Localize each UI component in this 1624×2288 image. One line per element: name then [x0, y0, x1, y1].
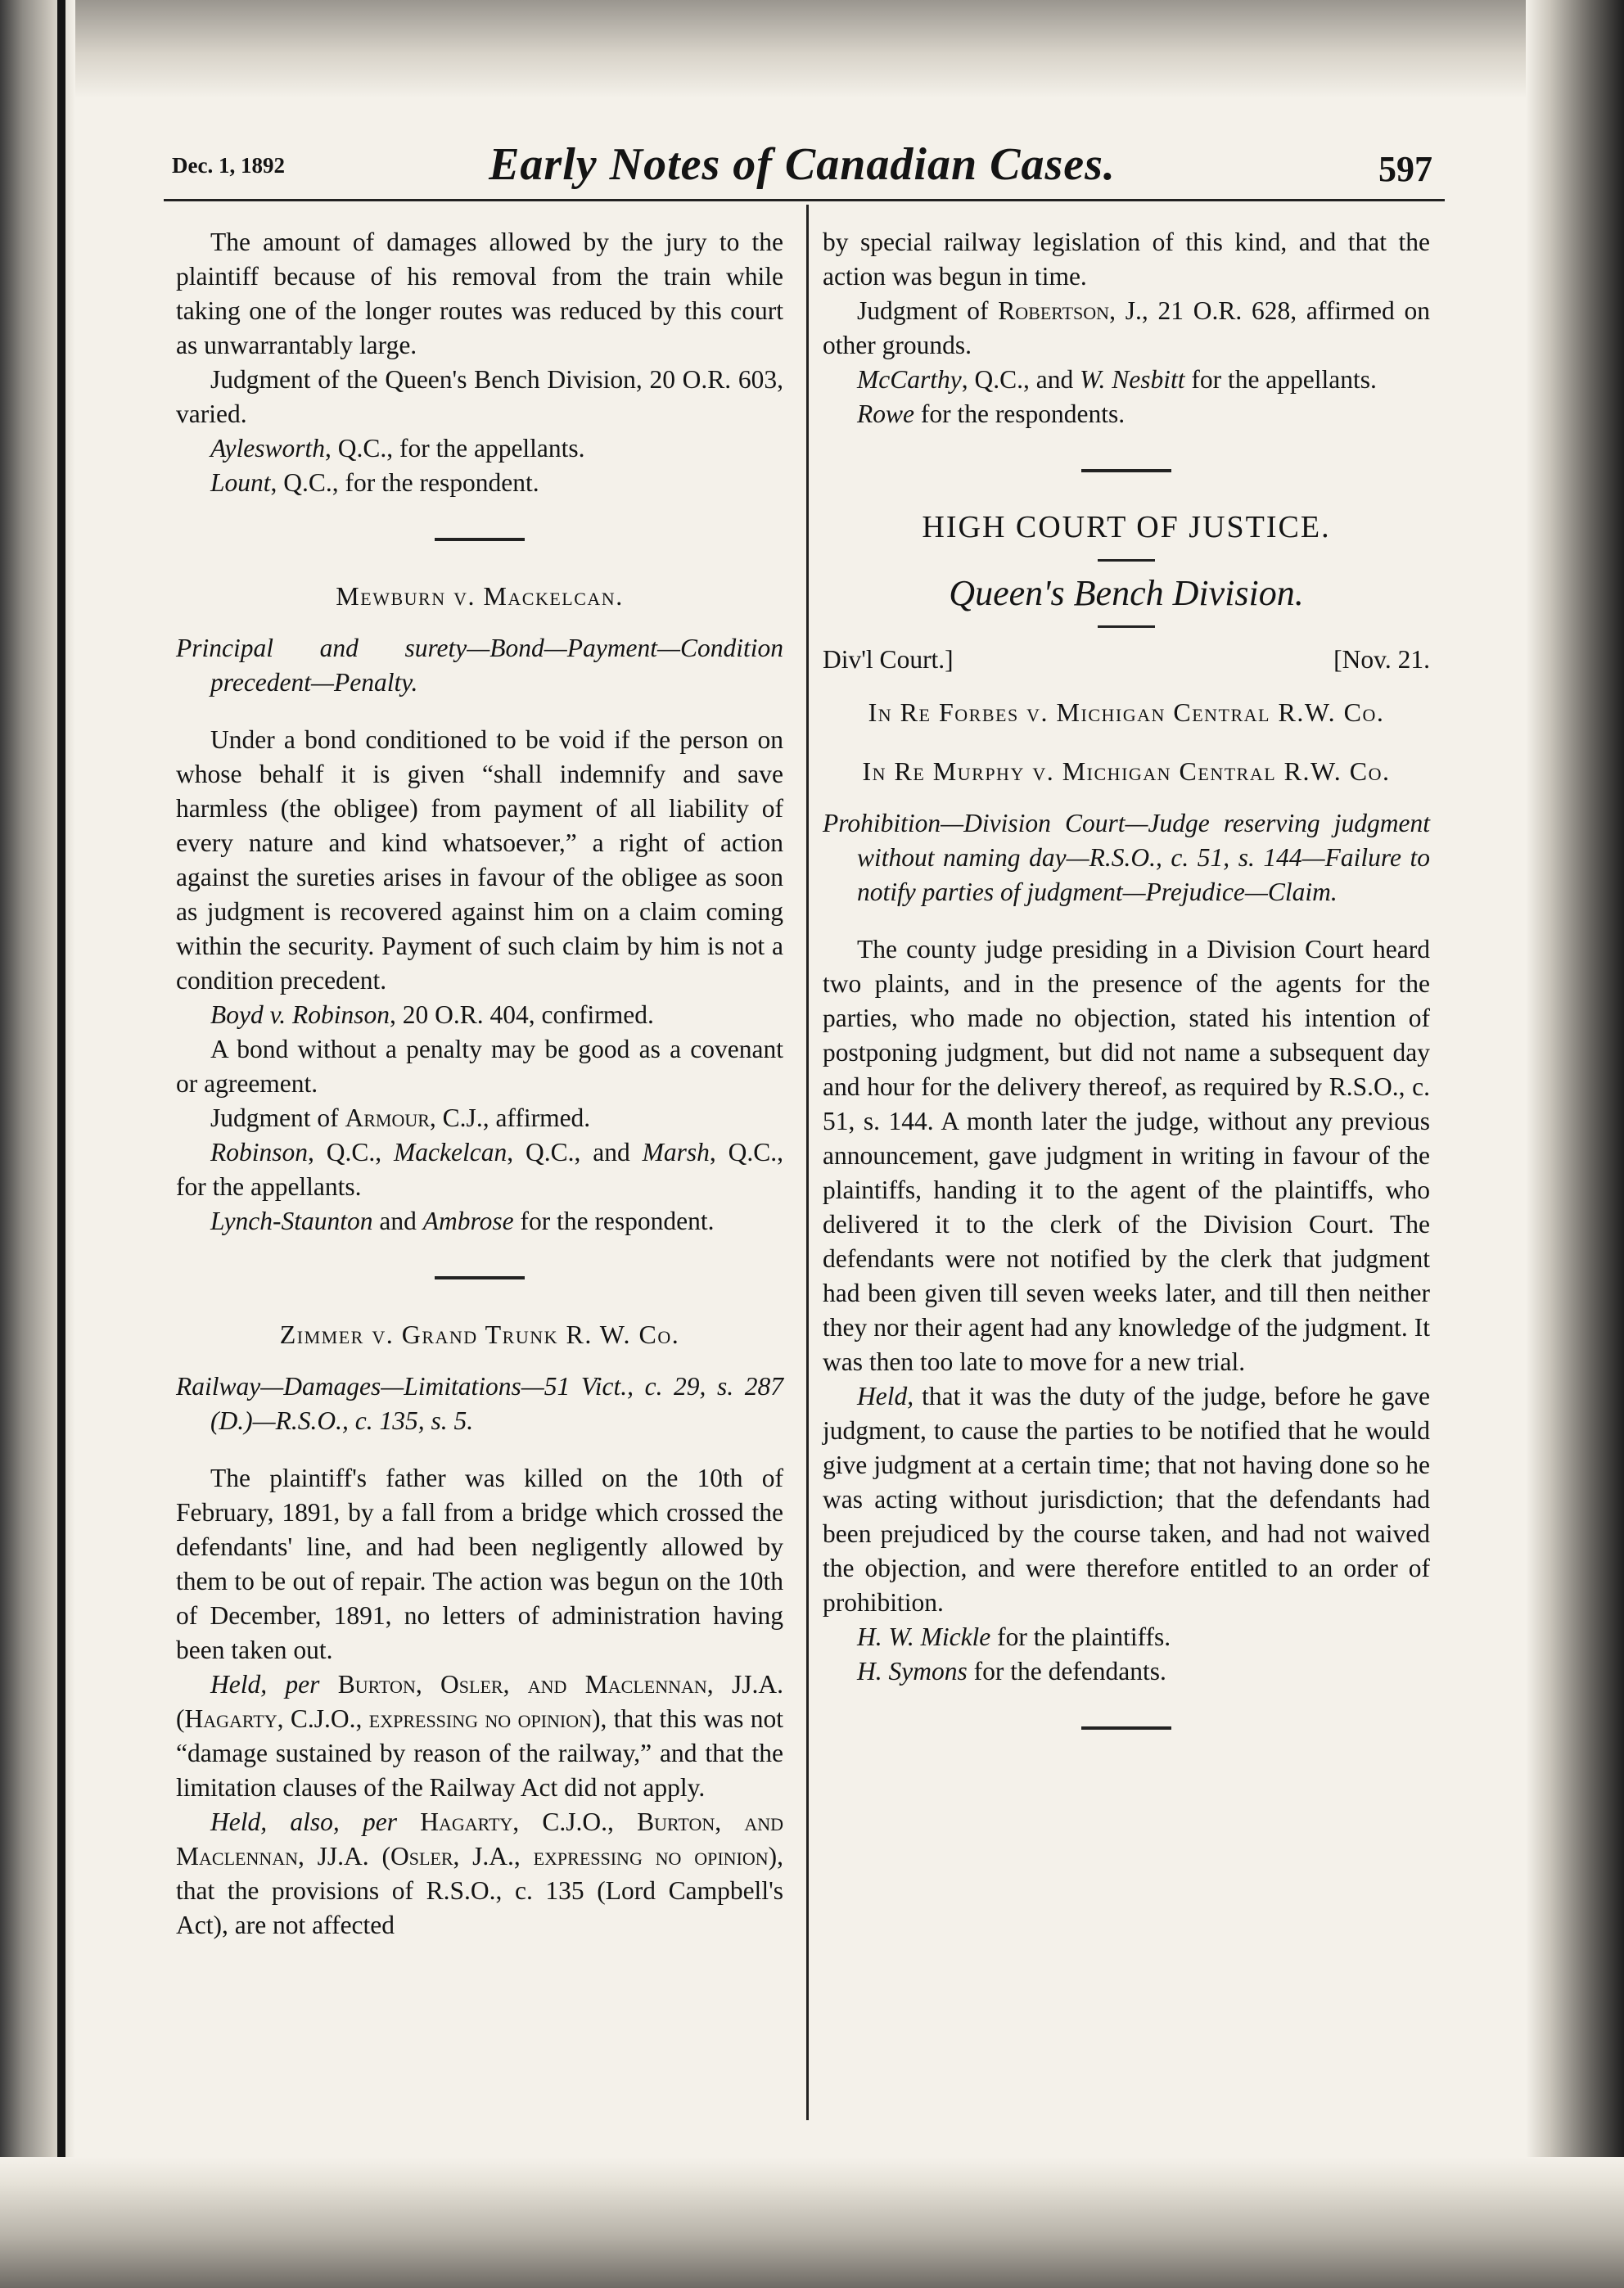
body-paragraph: The plaintiff's father was killed on the 10th of February, 1891, by a fall from a bridge which crossed the defendants' line, and had been negligently allowed by them to be out of repair. The action was begun on the 10th of December, 1891, no letters of administration having been taken out.	[176, 1464, 783, 1664]
case-headnote: Prohibition—Division Court—Judge reserving judgment without naming day—R.S.O., c. 51, s. 144—Failure to notify parties of judgment—Prejudice—Claim.	[823, 809, 1430, 906]
body-paragraph: Under a bond conditioned to be void if the person on whose behalf it is given “shall indemnify and save harmless (the obligee) from payment of all liability of every nature and kind whatsoever,” a right of action against the sureties arises in favour of the obligee as soon as judgment is recovered against him on a claim coming within the security. Payment of such claim by him is not a condition precedent.	[176, 725, 783, 995]
case-title: In Re Murphy v. Michigan Central R.W. Co.	[862, 756, 1391, 786]
scan-shadow-left	[0, 0, 75, 2288]
case-headnote: Principal and surety—Bond—Payment—Condition precedent—Penalty.	[176, 634, 783, 697]
decision-date: [Nov. 21.	[1333, 645, 1430, 674]
case-title: Mewburn v. Mackelcan.	[336, 581, 624, 611]
court-heading: HIGH COURT OF JUSTICE.	[922, 510, 1331, 544]
counsel-line: Rowe for the respondents.	[857, 399, 1126, 428]
section-separator	[435, 538, 525, 541]
counsel-line: H. Symons for the defendants.	[857, 1657, 1166, 1686]
body-paragraph: The amount of damages allowed by the jury to the plaintiff because of his removal from the train while taking one of the longer routes was reduced by this court as unwarrantably large.	[176, 228, 783, 359]
body-paragraph: Held, also, per Hagarty, C.J.O., Burton, and Maclennan, JJ.A. (Osler, J.A., expressing no opinion), that the provisions of R.S.O., c. 135 (Lord Campbell's Act), are not affected	[176, 1807, 784, 1939]
counsel-line: Lount, Q.C., for the respondent.	[210, 468, 539, 497]
judge-name: Robertson	[998, 296, 1110, 325]
body-paragraph: Judgment of the Queen's Bench Division, 20 O.R. 603, varied.	[176, 365, 783, 428]
page-number: 597	[1378, 149, 1432, 189]
page-header	[172, 135, 1432, 201]
heading-rule	[1098, 559, 1155, 562]
scan-shadow-right	[1526, 0, 1624, 2288]
counsel-line: Lynch-Staunton and Ambrose for the respondent.	[210, 1207, 715, 1235]
right-column	[823, 225, 1430, 1767]
heading-rule	[1098, 625, 1155, 628]
body-paragraph: A bond without a penalty may be good as a covenant or agreement.	[176, 1035, 783, 1098]
court-date-line	[823, 643, 1430, 677]
counsel-name: Aylesworth	[210, 434, 325, 463]
counsel-name: Lount	[210, 468, 271, 497]
scan-shadow-top	[0, 0, 1624, 98]
body-paragraph: Held, per Burton, Osler, and Maclennan, JJ.A. (Hagarty, C.J.O., expressing no opinion), that this was not “damage sustained by reason of the railway,” and that the limitation clauses of the Railway Act did not apply.	[176, 1670, 783, 1802]
division-heading: Queen's Bench Division.	[949, 573, 1304, 613]
case-title: Zimmer v. Grand Trunk R. W. Co.	[279, 1320, 680, 1349]
counsel-line: Robinson, Q.C., Mackelcan, Q.C., and Marsh, Q.C., for the appellants.	[176, 1138, 783, 1201]
body-paragraph: by special railway legislation of this kind, and that the action was begun in time.	[823, 228, 1430, 291]
body-paragraph: Judgment of Robertson, J., 21 O.R. 628, affirmed on other grounds.	[823, 296, 1430, 359]
header-date: Dec. 1, 1892	[172, 153, 285, 178]
body-paragraph: Judgment of Armour, C.J., affirmed.	[210, 1103, 591, 1132]
court-name: Div'l Court.]	[823, 645, 954, 674]
judge-name: Armour	[345, 1103, 430, 1132]
body-paragraph: Held, that it was the duty of the judge, before he gave judgment, to cause the parties to be notified that he would give judgment at a certain time; that not having done so he was acting without jurisdiction; that the defendants had been prejudiced by the course taken, and had not waived the objection, and were therefore entitled to an order of prohibition.	[823, 1382, 1430, 1617]
body-paragraph: Boyd v. Robinson, 20 O.R. 404, confirmed.	[210, 1000, 654, 1029]
case-headnote: Railway—Damages—Limitations—51 Vict., c. 29, s. 287 (D.)—R.S.O., c. 135, s. 5.	[176, 1372, 783, 1435]
judge-names: Hagarty, C.J.O., Burton, and Maclennan, JJ.A. (Osler, J.A., expressing no opinion),	[176, 1807, 784, 1871]
left-column	[176, 225, 783, 1943]
section-separator	[435, 1276, 525, 1279]
header-rule	[164, 199, 1445, 201]
body-paragraph: The county judge presiding in a Division Court heard two plaints, and in the presence of the agents for the parties, who made no objection, stated his intention of postponing judgment, but did not name a subsequent day and hour for the delivery thereof, as required by R.S.O., c. 51, s. 144. A month later the judge, without any previous announcement, gave judgment in writing in favour of the plaintiffs, handing it to the agent of the plaintiffs, who delivered it to the clerk of the Division Court. The defendants were not notified by the clerk that judgment had been given till seven weeks later, and till then neither they nor their agent had any knowledge of the judgment. It was then too late to move for a new trial.	[823, 935, 1430, 1376]
section-separator	[1081, 1726, 1171, 1730]
scan-shadow-bottom	[0, 2157, 1624, 2288]
counsel-line: McCarthy, Q.C., and W. Nesbitt for the appellants.	[857, 365, 1377, 394]
case-citation: Boyd v. Robinson	[210, 1000, 390, 1029]
case-title: In Re Forbes v. Michigan Central R.W. Co.	[868, 697, 1385, 727]
counsel-line: H. W. Mickle for the plaintiffs.	[857, 1622, 1171, 1651]
header-title: Early Notes of Canadian Cases.	[489, 139, 1116, 190]
section-separator	[1081, 469, 1171, 472]
counsel-line: Aylesworth, Q.C., for the appellants.	[210, 434, 585, 463]
judge-names: Burton, Osler, and Maclennan, JJ.A. (Hagarty, C.J.O., expressing no opinion),	[176, 1670, 783, 1733]
column-divider	[806, 205, 809, 2120]
